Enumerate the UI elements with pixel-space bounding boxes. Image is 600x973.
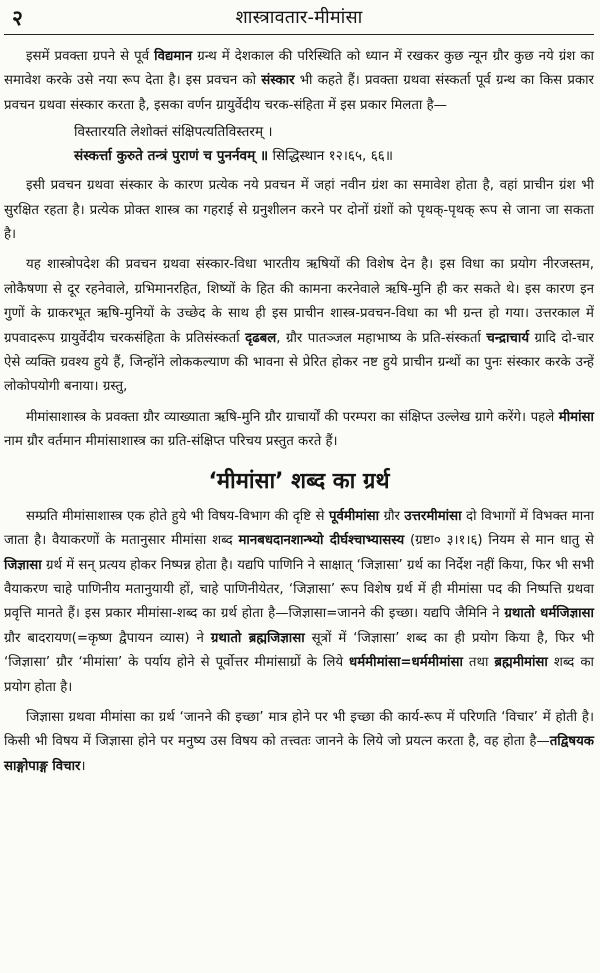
- bold-term: उत्तरमीमांसा: [404, 508, 462, 524]
- text-run: ग्रर्थ में सन् प्रत्यय होकर निष्पन्न होता है। यद्यपि पाणिनि ने साक्षात् ‘जिज्ञासा’ ग्रर्थ का निर्देश नहीं किया, फिर भी सभी वैयाकरण चाहे पाणिनीय मतानुयायी हों, चाहे पाणिनीयेतर, ‘जिज्ञासा’ रूप विशेष ग्रर्थ में ही मीमांसा पद की निष्पत्ति ग्रथवा प्रवृत्ति मानते हैं। इस प्रकार मीमांसा-शब्द का ग्रर्थ होता है—जिज्ञासा=जानने की इच्छा। यद्यपि जैमिनि ने: [4, 557, 594, 622]
- text-run: मीमांसाशास्त्र के प्रवक्ता ग्रौर व्याख्याता ऋषि-मुनि ग्रौर ग्राचार्यों की परम्परा का संक्षिप्त उल्लेख ग्रागे करेंगे। पहले: [26, 409, 559, 425]
- bold-term: पूर्वमीमांसा: [328, 508, 380, 524]
- bold-term: धर्ममीमांसा=धर्ममीमांसा: [349, 655, 463, 671]
- bold-term: ग्रथातो धर्मजिज्ञासा: [504, 606, 594, 622]
- bold-term: मीमांसा: [558, 409, 594, 425]
- paragraph-5: [4, 505, 594, 700]
- text-run: इसमें प्रवक्ता ग्रपने से पूर्व: [26, 49, 155, 64]
- text-run: सूत्रों में ‘जिज्ञासा’ शब्द का ही प्रयोग किया है, फिर भी ‘जिज्ञासा’ ग्रौर ‘मीमांसा’ के पर्याय होने से पूर्वोत्तर मीमांसाग्रों के लिये: [4, 630, 595, 671]
- page-header: [4, 0, 594, 35]
- text-run: नाम ग्रौर वर्तमान मीमांसाशास्त्र का ग्रति-संक्षिप्त परिचय प्रस्तुत करते हैं।: [4, 434, 338, 450]
- verse-line-1: विस्तारयति लेशोक्तं संक्षिपत्यतिविस्तरम् ।: [74, 124, 273, 141]
- text-run: यह शास्त्रोपदेश की प्रवचन ग्रथवा संस्कार-विधा भारतीय ऋषियों की विशेष देन है। इस विधा का प्रयोग नीरजस्तम, लोकैषणा से दूर रहनेवाले, ग्रभिमानरहित, शिष्यों के हित की कामना करनेवाले ऋषि-मुनि ही कर सकते थे। इस कारण इन गुणों के ग्राकरभूत ऋषि-मुनियों के उच्छेद के साथ ही इस प्राचीन शास्त्र-प्रवचन-विधा का भी ग्रन्त हो गया। उत्तरकाल में ग्रपवादरूप ग्रायुर्वेदीय चरकसंहिता के प्रतिसंस्कर्ता: [4, 257, 594, 346]
- text-run: सम्प्रति मीमांसाशास्त्र एक होते हुये भी विषय-विभाग की दृष्टि से: [26, 508, 329, 524]
- text-run: शब्द का प्रयोग होता है।: [4, 655, 594, 695]
- paragraph-4: [4, 406, 594, 455]
- verse-quote: [74, 120, 594, 168]
- bold-term: ग्रथातो ब्रह्मजिज्ञासा: [210, 630, 305, 646]
- text-run: दो विभागों में विभक्त माना जाता है। वैयाकरणों के मतानुसार मीमांसा शब्द: [4, 508, 594, 549]
- paragraph-2: इसी प्रवचन ग्रथवा संस्कार के कारण प्रत्येक नये प्रवचन में जहां नवीन ग्रंश का समावेश होता है, वहां प्राचीन ग्रंश भी सुरक्षित रहता है। प्रत्येक प्रोक्त शास्त्र का गहराई से ग्रनुशीलन करने पर दोनों ग्रंशों को पृथक्-पृथक् रूप से जाना जा सकता है।: [4, 178, 594, 243]
- bold-term: मानबधदानशान्भ्यो दीर्घश्चाभ्यासस्य: [238, 533, 405, 549]
- text-run: तथा: [462, 655, 495, 671]
- bold-term: चन्द्राचार्य: [486, 330, 530, 346]
- text-run: (ग्रष्टा० ३।१।६) नियम से मान धातु से: [404, 533, 595, 549]
- bold-term: ब्रह्ममीमांसा: [494, 655, 548, 671]
- text-run: , ग्रौर पातञ्जल महाभाष्य के प्रति-संस्कर्ता: [276, 330, 487, 346]
- running-title: शास्त्रावतार-मीमांसा: [235, 7, 363, 28]
- page-number: २: [12, 6, 23, 30]
- text-run: ग्रादि दो-चार ऐसे व्यक्ति ग्रवश्य हुये हैं, जिन्होंने लोककल्याण की भावना से प्रेरित होकर नष्ट हुये प्राचीन ग्रन्थों का पुनः संस्कार करके उन्हें लोकोपयोगी बनाया। ग्रस्तु,: [4, 330, 595, 395]
- text-run: जिज्ञासा ग्रथवा मीमांसा का ग्रर्थ ‘जानने की इच्छा’ मात्र होने पर भी इच्छा की कार्य-रूप में परिणति ‘विचार’ में होती है। किसी भी विषय में जिज्ञासा होने पर मनुष्य उस विषय को तत्त्वतः जानने के लिये जो प्रयत्न करता है, वह होता है—: [4, 709, 594, 750]
- paragraph-6: [4, 706, 594, 779]
- verse-line-2: [74, 144, 594, 168]
- text-run: भी कहते हैं। प्रवक्ता ग्रथवा संस्कर्ता पूर्व ग्रन्थ का किस प्रकार प्रवचन ग्रथवा संस्कार करता है, इसका वर्णन ग्रायुर्वेदीय चरक-संहिता में इस प्रकार मिलता है—: [4, 73, 594, 113]
- verse-reference: सिद्धिस्थान १२।६५, ६६॥: [268, 148, 393, 165]
- bold-term: दृढबल: [245, 330, 277, 346]
- verse-text: संस्कर्त्ता कुरुते तन्त्रं पुराणं च पुनर्नवम् ॥: [74, 148, 269, 165]
- section-heading: ‘मीमांसा’ शब्द का ग्रर्थ: [208, 468, 390, 494]
- text-run: ग्रौर: [379, 508, 405, 524]
- text-run: ।: [80, 758, 86, 774]
- bold-term: जिज्ञासा: [4, 557, 42, 573]
- text-run: ग्रन्थ में देशकाल की परिस्थिति को ध्यान में रखकर कुछ न्यून ग्रौर कुछ नये ग्रंश का समावेश करके उसे नया रूप देता है। इस प्रवचन को: [4, 49, 594, 89]
- bold-term: तद्विषयक साङ्गोपाङ्ग विचार: [4, 734, 594, 774]
- bold-term: संस्कार: [261, 73, 295, 89]
- text-run: ग्रौर बादरायण(=कृष्ण द्वैपायन व्यास) ने: [4, 630, 211, 646]
- bold-term: विद्यमान: [154, 49, 193, 64]
- paragraph-3: [4, 253, 594, 399]
- paragraph-1: [4, 45, 594, 118]
